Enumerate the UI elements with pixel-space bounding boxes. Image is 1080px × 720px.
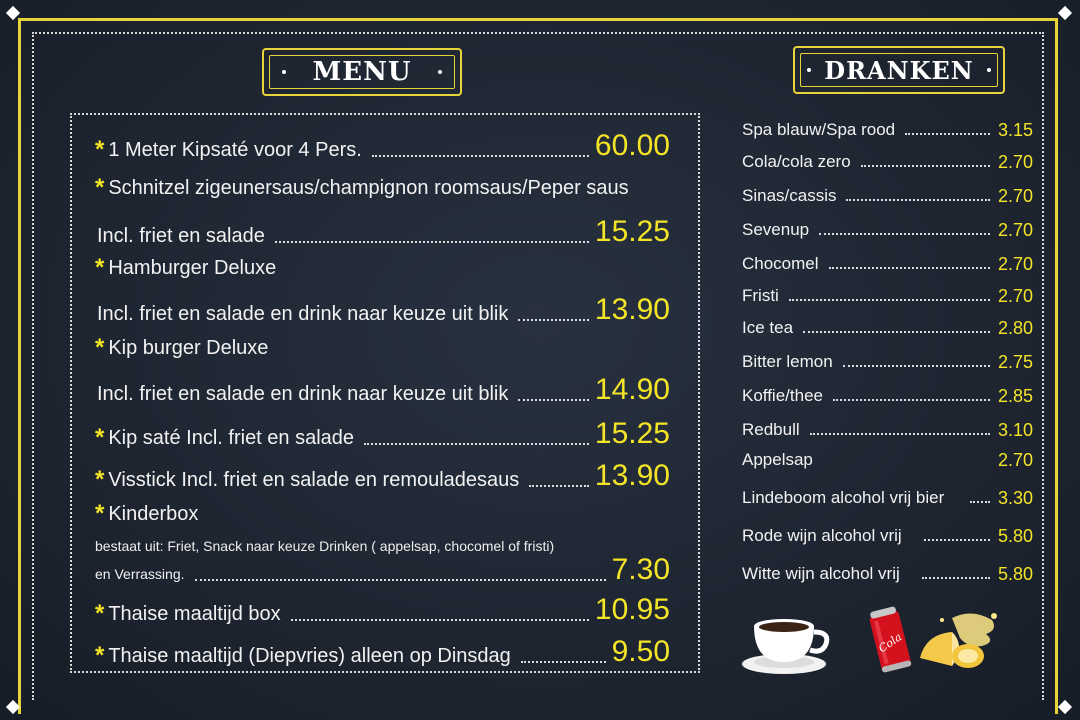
- drink-item: Witte wijn alcohol vrij 5.80: [742, 564, 1034, 584]
- menu-item-line: Incl. friet en salade en drink naar keuze uit blik 13.90: [97, 293, 670, 326]
- menu-item-name: * Kinderbox: [95, 500, 199, 527]
- menu-item-price: 13.90: [594, 459, 670, 492]
- cola-label: Cola: [876, 630, 905, 656]
- menu-item-price: 15.25: [594, 417, 670, 450]
- menu-item: * 1 Meter Kipsaté voor 4 Pers. 60.00: [95, 129, 670, 163]
- menu-item: * Visstick Incl. friet en salade en remouladesaus 13.90: [95, 459, 670, 493]
- menu-title-box: [262, 48, 462, 96]
- drink-item: Chocomel 2.70: [742, 254, 1034, 274]
- menu-item-price: 10.95: [594, 593, 670, 626]
- menu-item-price: 13.90: [594, 293, 670, 326]
- menu-item-name: * Kip burger Deluxe: [95, 334, 269, 361]
- drink-item: Spa blauw/Spa rood 3.15: [742, 120, 1034, 140]
- menu-item-line: Incl. friet en salade 15.25: [97, 215, 670, 248]
- lemon-splash-icon: [912, 608, 1002, 674]
- menu-item-detail: bestaat uit: Friet, Snack naar keuze Drinken ( appelsap, chocomel of fristi): [95, 538, 555, 554]
- drinks-title-box: [793, 46, 1005, 94]
- cola-can-icon: [866, 604, 916, 676]
- menu-item-line: en Verrassing. 7.30: [95, 553, 670, 586]
- drink-item: Appelsap 2.70: [742, 450, 1034, 470]
- menu-item-name: * Hamburger Deluxe: [95, 254, 277, 281]
- menu-item-price: 60.00: [594, 129, 670, 162]
- menu-item-line: Incl. friet en salade en drink naar keuze uit blik 14.90: [97, 373, 670, 406]
- menu-item-price: 14.90: [594, 373, 670, 406]
- menu-item: * Thaise maaltijd box 10.95: [95, 593, 670, 627]
- menu-item: * Thaise maaltijd (Diepvries) alleen op Dinsdag 9.50: [95, 635, 670, 669]
- drink-item: Koffie/thee 2.85: [742, 386, 1034, 406]
- drink-item: Lindeboom alcohol vrij bier 3.30: [742, 488, 1034, 508]
- drink-item: Bitter lemon 2.75: [742, 352, 1034, 372]
- coffee-cup-icon: [740, 612, 832, 676]
- menu-item: * Kip saté Incl. friet en salade 15.25: [95, 417, 670, 451]
- drink-item: Rode wijn alcohol vrij 5.80: [742, 526, 1034, 546]
- menu-item-price: 7.30: [611, 553, 670, 586]
- menu-title: MENU: [312, 57, 412, 87]
- drink-item: Sevenup 2.70: [742, 220, 1034, 240]
- drinks-title: DRANKEN: [824, 55, 974, 85]
- menu-item-name: 1 Meter Kipsaté voor 4 Pers.: [108, 139, 362, 161]
- menu-item-price: 15.25: [594, 215, 670, 248]
- corner-diamond-icon: [1058, 700, 1072, 714]
- drink-item: Fristi 2.70: [742, 286, 1034, 306]
- drink-item: Sinas/cassis 2.70: [742, 186, 1034, 206]
- drink-item: Cola/cola zero 2.70: [742, 152, 1034, 172]
- corner-diamond-icon: [1058, 6, 1072, 20]
- drink-item: Redbull 3.10: [742, 420, 1034, 440]
- menu-item-name: * Schnitzel zigeunersaus/champignon roomsaus/Peper saus: [95, 174, 629, 201]
- drink-item: Ice tea 2.80: [742, 318, 1034, 338]
- menu-item-price: 9.50: [611, 635, 670, 668]
